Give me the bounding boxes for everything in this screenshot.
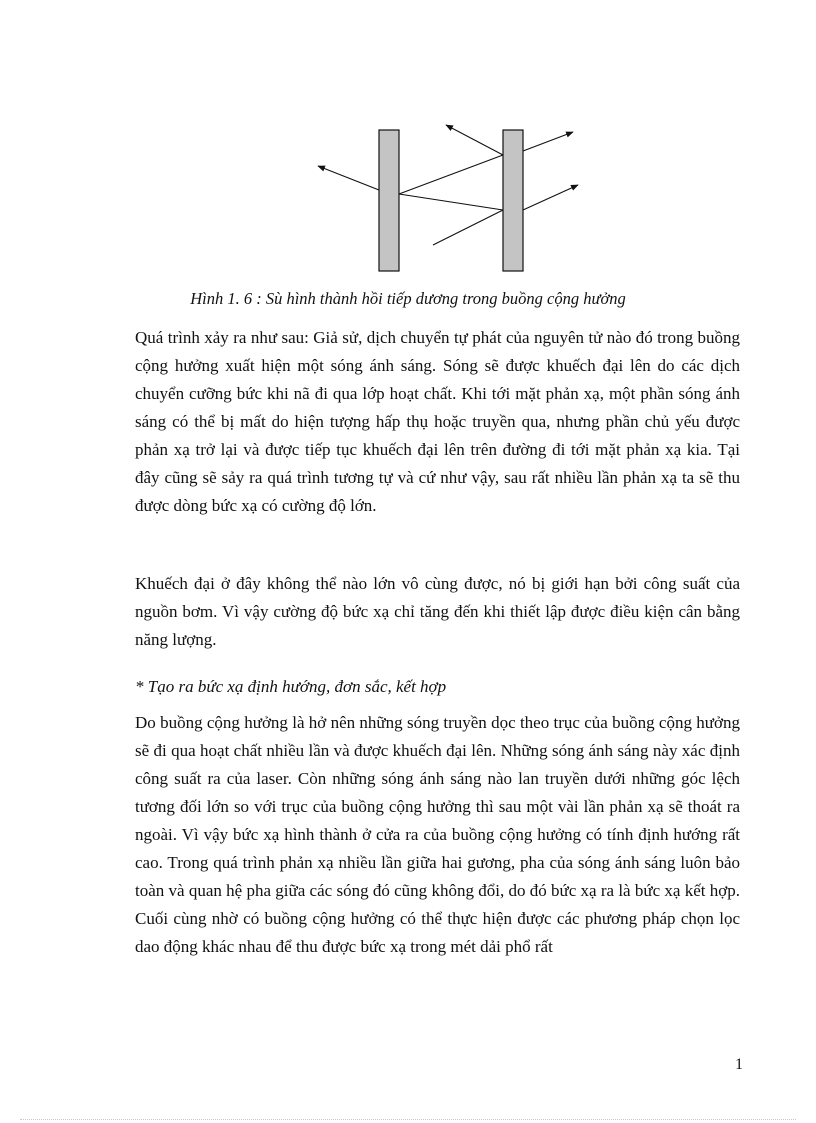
page-number: 1 [735,1056,743,1073]
ray-reflected-right-lower [399,194,503,210]
ray-incoming [433,210,503,245]
bullet-heading: * Tạo ra bức xạ định hướng, đơn sắc, kết hợp [135,677,447,696]
ray-transmitted-right-upper [523,132,573,151]
ray-reflected-right-upper [446,125,503,155]
right-mirror [503,130,523,271]
ray-transmitted-left [318,166,379,190]
ray-transmitted-right-lower [523,185,578,210]
left-mirror [379,130,399,271]
resonator-figure [300,118,600,278]
figure-caption: Hình 1. 6 : Sù hình thành hồi tiếp dương trong buồng cộng hưởng [190,289,626,308]
footer-divider [20,1119,796,1120]
resonator-diagram [300,118,600,278]
paragraph-directional-radiation: Do buồng cộng hưởng là hở nên những sóng truyền dọc theo trục của buồng cộng hưởng sẽ đi qua hoạt chất nhiều lần và được khuếch đại lên. Những sóng ánh sáng này xác định công suất ra của laser. Còn những sóng ánh sáng nào lan truyền dưới những góc lệch tương đối lớn so với trục của buồng cộng hưởng thì sau một vài lần phản xạ sẽ thoát ra ngoài. Vì vậy bức xạ hình thành ở cửa ra của buồng cộng hưởng có tính định hướng rất cao. Trong quá trình phản xạ nhiều lần giữa hai gương, pha của sóng ánh sáng luôn bảo toàn và quan hệ pha giữa các sóng đó cũng không đổi, do đó bức xạ ra là bức xạ kết hợp. Cuối cùng nhờ có buồng cộng hưởng có thể thực hiện được các phương pháp chọn lọc dao động khác nhau để thu được bức xạ trong mét dải phổ rất [135,713,740,956]
paragraph-amplification-limit: Khuếch đại ở đây không thể nào lớn vô cùng được, nó bị giới hạn bởi công suất của nguồn bơm. Vì vậy cường độ bức xạ chỉ tăng đến khi thiết lập được điều kiện cân bằng năng lượng. [135,574,740,649]
paragraph-process: Quá trình xảy ra như sau: Giả sử, dịch chuyển tự phát của nguyên tử nào đó trong buồng cộng hưởng xuất hiện một sóng ánh sáng. Sóng sẽ được khuếch đại lên do các dịch chuyển cưỡng bức khi nã đi qua lớp hoạt chất. Khi tới mặt phản xạ, một phần sóng ánh sáng có thể bị mất do hiện tượng hấp thụ hoặc truyền qua, nhưng phần chủ yếu được phản xạ trở lại và được tiếp tục khuếch đại lên trên đường đi tới mặt phản xạ kia. Tại đây cũng sẽ sảy ra quá trình tương tự và cứ như vậy, sau rất nhiều lần phản xạ ta sẽ thu được dòng bức xạ có cường độ lớn. [135,328,740,515]
ray-left-to-right-upper [399,155,503,194]
